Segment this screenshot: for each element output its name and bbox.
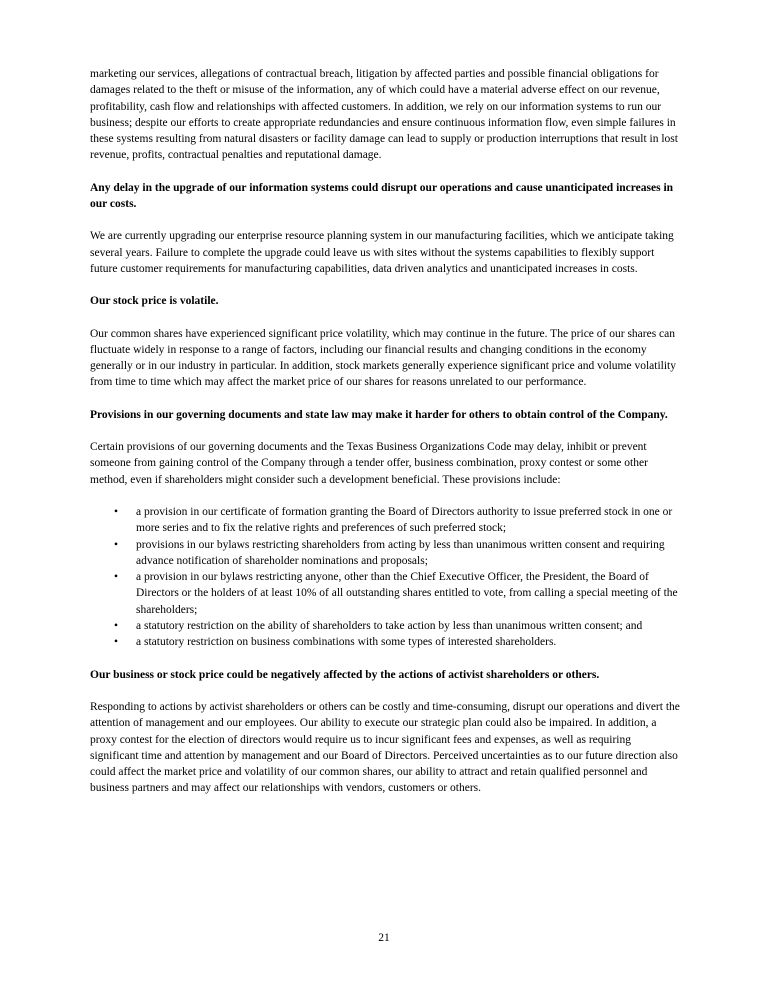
activist-paragraph: Responding to actions by activist shareholders or others can be costly and time-consuming, disrupt our operations and divert the attention of management and our employees. Our ability to execute our strategic plan could also be impaired. In addition, a proxy contest for the election of directors would require us to incur significant fees and expenses, as well as requiring significant time and attention by management and our Board of Directors. Perceived uncertainties as to our future direction also could affect the market price and volatility of our common shares, our ability to attract and retain qualified personnel and business partners and may affect our relationships with vendors, customers or others. — [90, 700, 680, 795]
list-item — [90, 537, 680, 570]
erp-heading: Any delay in the upgrade of our information systems could disrupt our operations and cause unanticipated increases in our costs. — [90, 181, 674, 211]
bullet-icon: • — [114, 538, 119, 551]
intro-paragraph: marketing our services, allegations of contractual breach, litigation by affected parties and possible financial obligations for damages related to the theft or misuse of the information, any of which could have a material adverse effect on our revenue, profitability, cash flow and relationships with affected customers. In addition, we rely on our information systems to run our business; despite our efforts to create appropriate redundancies and ensure continuous information flow, even simple failures in these systems resulting from natural disasters or facility damage can lead to supply or production interruptions that result in lost revenue, profits, contractual penalties and reputational damage. — [90, 68, 678, 162]
list-item-text: provisions in our bylaws restricting shareholders from acting by less than unanimous written consent and requiring advance notification of shareholder nominations and proposals; — [136, 538, 665, 567]
bullet-icon: • — [114, 505, 119, 518]
bullet-icon: • — [114, 620, 119, 633]
stock-heading: Our stock price is volatile. — [90, 295, 219, 308]
activist-heading: Our business or stock price could be negatively affected by the actions of activist shareholders or others. — [90, 668, 600, 681]
list-item — [90, 618, 680, 634]
list-item — [90, 634, 680, 650]
list-item-text: a statutory restriction on the ability of shareholders to take action by less than unanimous written consent; and — [136, 620, 643, 633]
stock-paragraph: Our common shares have experienced significant price volatility, which may continue in the future. The price of our shares can fluctuate widely in response to a range of factors, including our financial results and changing conditions in the economy generally or in our industry in particular. In addition, stock markets generally experience significant price and volume volatility from time to time which may affect the market price of our shares for reasons unrelated to our performance. — [90, 327, 677, 389]
list-item-text: a provision in our bylaws restricting anyone, other than the Chief Executive Officer, the President, the Board of Directors or the holders of at least 10% of all outstanding shares entitled to vote, from calling a special meeting of the shareholders; — [136, 571, 678, 616]
erp-paragraph: We are currently upgrading our enterprise resource planning system in our manufacturing facilities, which we anticipate taking several years. Failure to complete the upgrade could leave us with sites without the systems capabilities to flexibly support future customer requirements for manufacturing capabilities, data driven analytics and unanticipated increases in costs. — [90, 230, 674, 275]
bullet-icon: • — [114, 571, 119, 584]
provisions-paragraph: Certain provisions of our governing documents and the Texas Business Organizations Code may delay, inhibit or prevent someone from gaining control of the Company through a tender offer, business combination, proxy contest or some other method, even if shareholders might consider such a development beneficial. These provisions include: — [90, 441, 648, 486]
document-page — [90, 66, 680, 813]
bullet-icon: • — [114, 636, 119, 649]
list-item-text: a provision in our certificate of formation granting the Board of Directors authority to issue preferred stock in one or more series and to fix the relative rights and preferences of such preferred stock; — [136, 505, 673, 535]
list-item-text: a statutory restriction on business combinations with some types of interested shareholders. — [136, 636, 557, 649]
list-item — [90, 569, 680, 618]
page-number: 21 — [378, 932, 390, 944]
list-item — [90, 504, 680, 537]
provisions-heading: Provisions in our governing documents and state law may make it harder for others to obtain control of the Company. — [90, 408, 668, 421]
provisions-list — [90, 504, 680, 651]
